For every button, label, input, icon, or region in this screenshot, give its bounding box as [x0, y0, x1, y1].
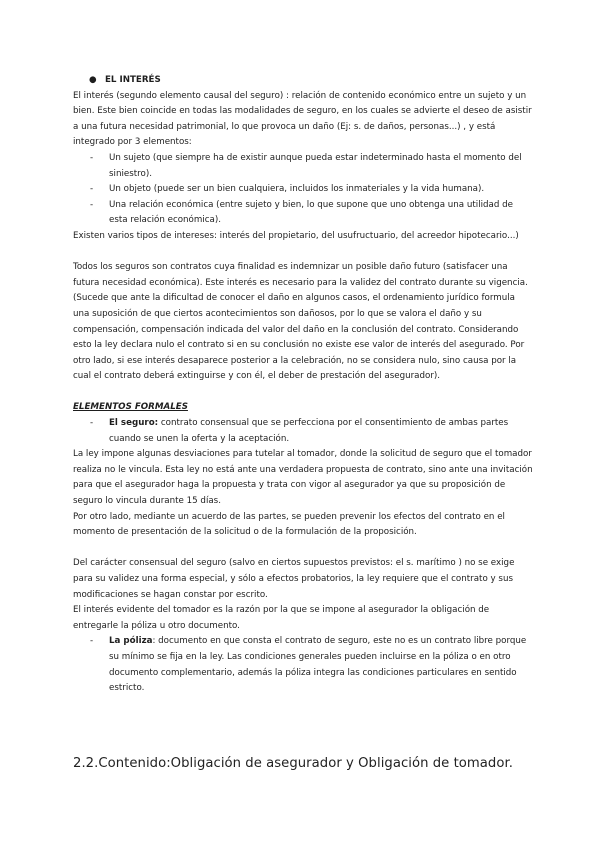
list-item-text: Una relación económica (entre sujeto y bien, lo que supone que uno obtenga una utilidad de esta relación económica).: [109, 199, 514, 226]
term-seguro: El seguro:: [109, 418, 159, 429]
section-heading: 2.2.Contenido:Obligación de asegurador y Obligación de tomador.: [73, 756, 513, 771]
list-item: - El seguro: contrato consensual que se perfecciona por el consentimiento de ambas partes cuando se unen la oferta y la aceptación.: [90, 418, 509, 444]
interes-paragraph: Todos los seguros son contratos cuya finalidad es indemnizar un posible daño futuro (satisfacer una futura necesidad económica). Este interés es necesario para la validez del contrato durante su vigencia. (Sucede que ante la dificultad de conocer el daño en algunos casos, el ordenamiento jurídico formula una suposición de que ciertos acontecimientos son dañosos, por lo que se valora el daño y su compensación, compensación indicada del valor del daño en la conclusión del contrato. Considerando esto la ley declara nulo el contrato si en su conclusión no existe ese valor de interés del asegurado. Por otro lado, si ese interés desaparece posterior a la celebración, no se considera nulo, sino causa por la cual el contrato deberá extinguirse y con él, el deber de prestación del asegurador).: [73, 262, 528, 382]
formales-paragraph-1: La ley impone algunas desviaciones para tutelar al tomador, donde la solicitud de seguro que el tomador realiza no le vincula. Esta ley no está ante una verdadera propuesta de contrato, sino ante una invitación para que el asegurador haga la propuesta y trata con vigor al asegurador ya que su proposición de seguro lo vincula durante 15 días.: [73, 449, 533, 507]
term-poliza: La póliza: [109, 636, 153, 647]
seguro-definition: contrato consensual que se perfecciona por el consentimiento de ambas partes cuando se unen la oferta y la aceptación.: [109, 418, 509, 444]
formales-paragraph-2: Por otro lado, mediante un acuerdo de las partes, se pueden prevenir los efectos del contrato en el momento de presentación de la solicitud o de la formulación de la proposición.: [73, 511, 505, 538]
document-page: [73, 73, 533, 697]
list-item: - La póliza: documento en que consta el contrato de seguro, este no es un contrato libre porque su mínimo se fija en la ley. Las condiciones generales pueden incluirse en la póliza o en otro documento complementario, además la póliza integra las condiciones particulares en sentido estricto.: [90, 636, 527, 694]
list-item: - Un objeto (puede ser un bien cualquiera, incluidos los inmateriales y la vida humana).: [73, 182, 533, 198]
list-item-text: Un sujeto (que siempre ha de existir aunque pueda estar indeterminado hasta el momento del siniestro).: [109, 152, 522, 179]
list-item-text: Un objeto (puede ser un bien cualquiera, incluidos los inmateriales y la vida humana).: [109, 184, 485, 195]
interes-intro: El interés (segundo elemento causal del seguro) : relación de contenido económico entre un sujeto y un bien. Este bien coincide en todas las modalidades de seguro, en los cuales se advierte el deseo de asistir a una futura necesidad patrimonial, lo que provoca un daño (Ej: s. de daños, personas...) , y está integrado por 3 elementos:: [73, 90, 532, 148]
formales-paragraph-4: El interés evidente del tomador es la razón por la que se impone al asegurador la obligación de entregarle la póliza u otro documento.: [73, 605, 490, 631]
section-formales-title: ELEMENTOS FORMALES: [73, 402, 188, 413]
bullet-icon: ●: [89, 75, 97, 85]
list-item: - Un sujeto (que siempre ha de existir aunque pueda estar indeterminado hasta el momento del siniestro).: [73, 151, 533, 182]
list-item: - Una relación económica (entre sujeto y bien, lo que supone que uno obtenga una utilidad de esta relación económica).: [73, 198, 533, 229]
formales-paragraph-3: Del carácter consensual del seguro (salvo en ciertos supuestos previstos: el s. marítimo ) no se exige para su validez una forma especial, y sólo a efectos probatorios, la ley requiere que el contrato y sus modificaciones se hagan constar por escrito.: [73, 558, 515, 600]
section-interes-title: EL INTERÉS: [105, 75, 161, 85]
interes-tipos: Existen varios tipos de intereses: interés del propietario, del usufructuario, del acreedor hipotecario...): [73, 230, 519, 241]
section-interes-heading: [73, 73, 533, 89]
poliza-definition: : documento en que consta el contrato de seguro, este no es un contrato libre porque su mínimo se fija en la ley. Las condiciones generales pueden incluirse en la póliza o en otro documento complementario, además la póliza integra las condiciones particulares en sentido estricto.: [109, 636, 527, 694]
